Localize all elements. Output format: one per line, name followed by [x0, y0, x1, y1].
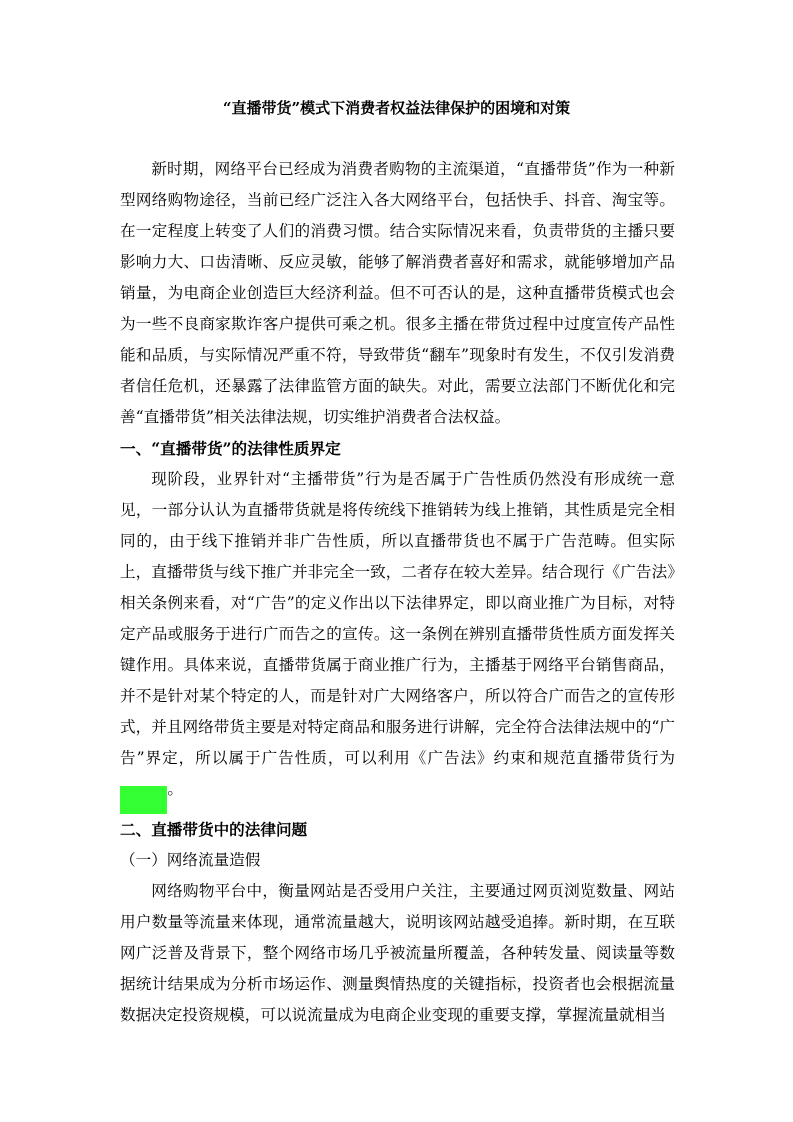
section-1-paragraph-ending: 。: [167, 780, 183, 798]
section-2-heading: 二、直播带货中的法律问题: [120, 820, 308, 839]
section-1-paragraph: [120, 464, 675, 814]
citation-marker[interactable]: [1]: [120, 786, 167, 814]
paper-title: “直播带货”模式下消费者权益法律保护的困境和对策: [222, 99, 571, 117]
section-1-heading: 一、“直播带货”的法律性质界定: [120, 439, 341, 458]
section-2-1-heading: （一）网络流量造假: [120, 851, 261, 869]
paper-body: [120, 154, 675, 1031]
section-2-1-paragraph: 网络购物平台中，衡量网站是否受用户关注，主要通过网页浏览数量、网站用户数量等流量来体现，通常流量越大，说明该网站越受追捧。新时期，在互联网广泛普及背景下，整个网络市场几乎被流量所覆盖，各种转发量、阅读量等数据统计结果成为分析市场运作、测量舆情热度的关键指标，投资者也会根据流量数据决定投资规模，可以说流量成为电商企业变现的重要支撑，掌握流量就相当: [120, 882, 675, 1024]
intro-paragraph: 新时期，网络平台已经成为消费者购物的主流渠道，“直播带货”作为一种新型网络购物途径，当前已经广泛注入各大网络平台，包括快手、抖音、淘宝等。在一定程度上转变了人们的消费习惯。结合实际情况来看，负责带货的主播只要影响力大、口齿清晰、反应灵敏，能够了解消费者喜好和需求，就能够增加产品销量，为电商企业创造巨大经济利益。但不可否认的是，这种直播带货模式也会为一些不良商家欺诈客户提供可乘之机。很多主播在带货过程中过度宣传产品性能和品质，与实际情况严重不符，导致带货“翻车”现象时有发生，不仅引发消费者信任危机，还暴露了法律监管方面的缺失。对此，需要立法部门不断优化和完善“直播带货”相关法律法规，切实维护消费者合法权益。: [120, 160, 675, 426]
section-1-paragraph-text: 现阶段，业界针对“主播带货”行为是否属于广告性质仍然没有形成统一意见，一部分认认为直播带货就是将传统线下推销转为线上推销，其性质是完全相同的，由于线下推销并非广告性质，所以直播带货也不属于广告范畴。但实际上，直播带货与线下推广并非完全一致，二者存在较大差异。结合现行《广告法》相关条例来看，对“广告”的定义作出以下法律界定，即以商业推广为目标，对特定产品或服务于进行广而告之的宣传。这一条例在辨别直播带货性质方面发挥关键作用。具体来说，直播带货属于商业推广行为，主播基于网络平台销售商品，并不是针对某个特定的人，而是针对广大网络客户，所以符合广而告之的宣传形式，并且网络带货主要是对特定商品和服务进行讲解，完全符合法律法规中的“广告”界定，所以属于广告性质，可以利用《广告法》约束和规范直播带货行为: [120, 470, 675, 767]
